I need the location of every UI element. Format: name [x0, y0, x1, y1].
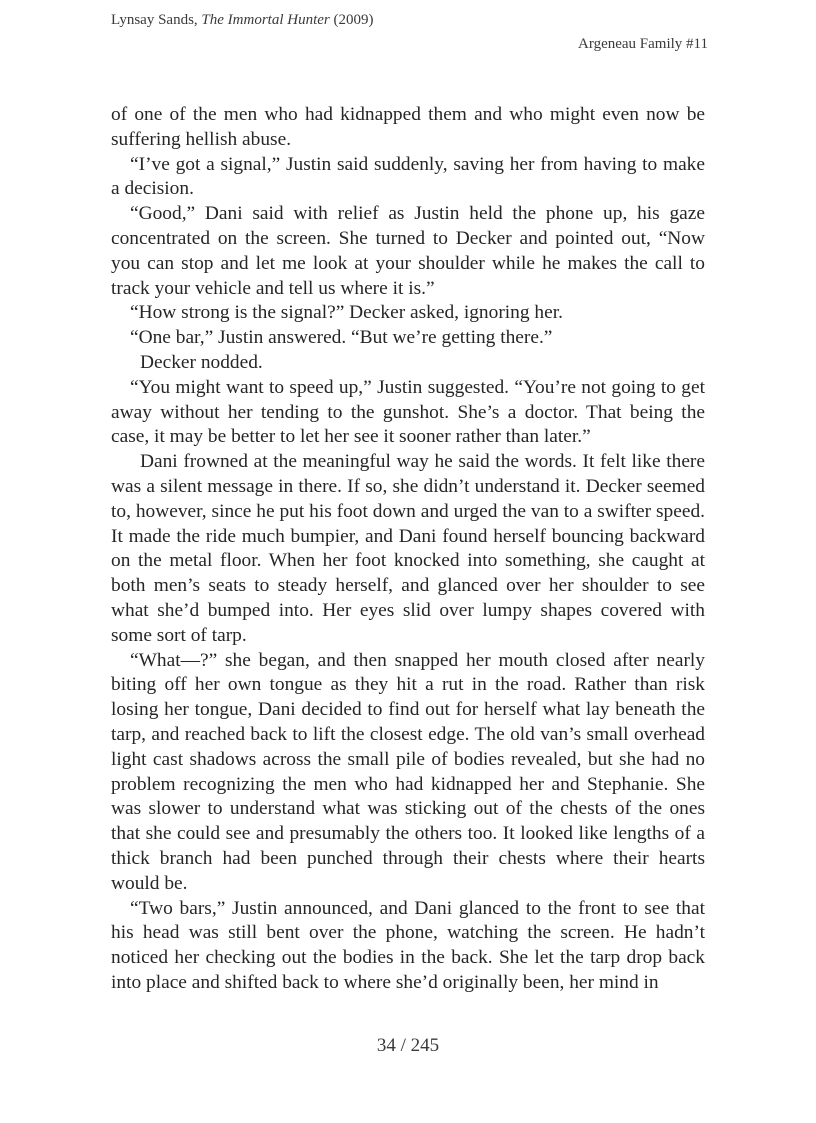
- page-body: [111, 103, 705, 996]
- paragraph: Decker nodded.: [140, 351, 263, 373]
- running-header-left: [111, 12, 374, 29]
- book-title: The Immortal Hunter: [201, 12, 330, 28]
- paragraph: of one of the men who had kidnapped them and who might even now be suffering hellish abuse.: [111, 104, 705, 150]
- paragraph: “Two bars,” Justin announced, and Dani glanced to the front to see that his head was still bent over the phone, watching the screen. He hadn’t noticed her checking out the bodies in the back. She let the tarp drop back into place and shifted back to where she’d originally been, her mind in: [111, 897, 705, 993]
- paragraph: “You might want to speed up,” Justin suggested. “You’re not going to get away without her tending to the gunshot. She’s a doctor. That being the case, it may be better to let her see it sooner rather than later.”: [111, 376, 705, 448]
- paragraph: “Good,” Dani said with relief as Justin held the phone up, his gaze concentrated on the screen. She turned to Decker and pointed out, “Now you can stop and let me look at your shoulder while he makes the call to track your vehicle and tell us where it is.”: [111, 203, 705, 299]
- paragraph: Dani frowned at the meaningful way he said the words. It felt like there was a silent message in there. If so, she didn’t understand it. Decker seemed to, however, since he put his foot down and urged the van to a swifter speed. It made the ride much bumpier, and Dani found herself bouncing backward on the metal floor. When her foot knocked into something, she caught at both men’s seats to steady herself, and glanced over her shoulder to see what she’d bumped into. Her eyes slid over lumpy shapes covered with some sort of tarp.: [111, 451, 705, 646]
- paragraph: “What—?” she began, and then snapped her mouth closed after nearly biting off her own tongue as they hit a rut in the road. Rather than risk losing her tongue, Dani decided to find out for herself what lay beneath the tarp, and reached back to lift the closest edge. The old van’s small overhead light cast shadows across the small pile of bodies revealed, but she had no problem recognizing the men who had kidnapped her and Stephanie. She was slower to understand what was sticking out of the chests of the ones that she could see and presumably the others too. It looked like lengths of a thick branch had been punched through their chests where their hearts would be.: [111, 649, 705, 894]
- paragraph: “I’ve got a signal,” Justin said suddenly, saving her from having to make a decision.: [111, 153, 705, 200]
- running-header-series: Argeneau Family #11: [578, 36, 708, 52]
- paragraph: “How strong is the signal?” Decker asked, ignoring her.: [130, 302, 563, 324]
- author-name: Lynsay Sands,: [111, 12, 202, 28]
- paragraph: “One bar,” Justin answered. “But we’re getting there.”: [130, 327, 553, 349]
- publication-year: (2009): [329, 12, 374, 28]
- page-number: 34 / 245: [376, 1035, 440, 1056]
